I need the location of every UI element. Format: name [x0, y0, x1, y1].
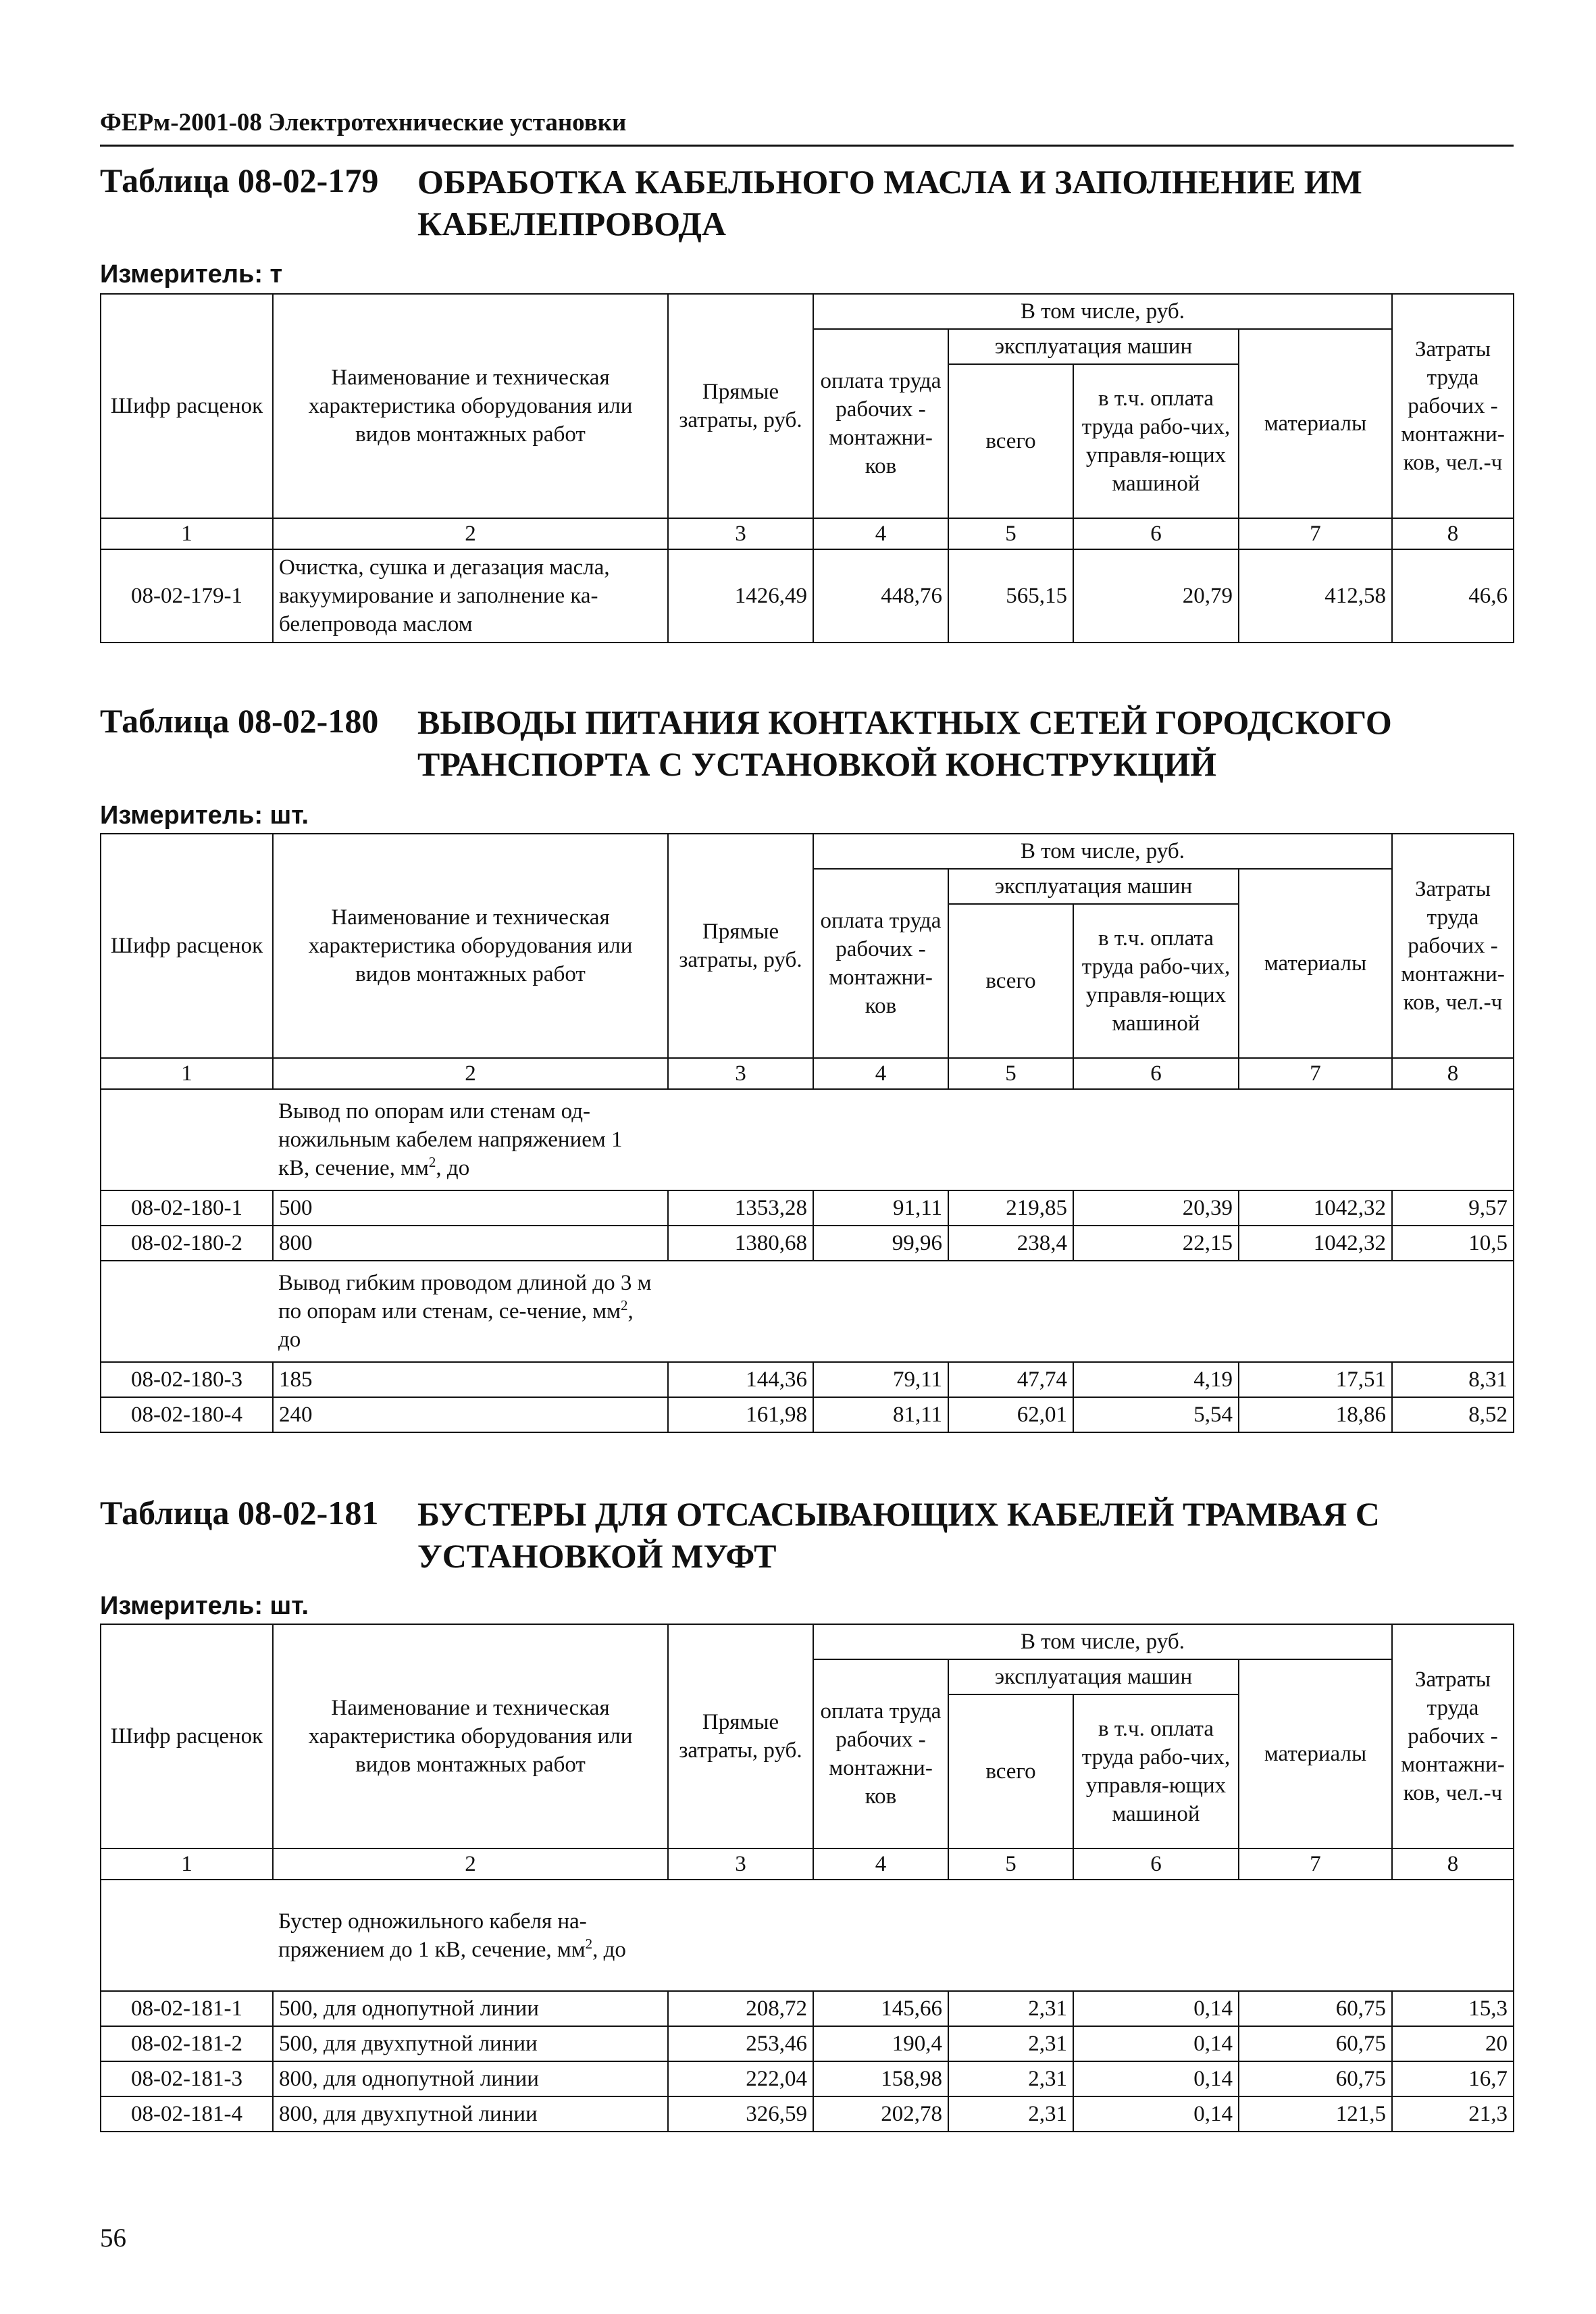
- table-08-02-181: [100, 1624, 1514, 2132]
- group-caption: Вывод гибким проводом длиной до 3 м по опорам или стенам, се-чение, $мм^2$, до: [273, 1261, 1514, 1362]
- row-materials: 1042,32: [1239, 1190, 1392, 1226]
- row-code: 08-02-181-1: [101, 1991, 273, 2026]
- col-header-code: Шифр расценок: [101, 834, 273, 1058]
- row-name: 240: [273, 1397, 668, 1432]
- table-number: Таблица 08-02-181: [100, 1494, 379, 1532]
- table-number: Таблица 08-02-180: [100, 702, 379, 740]
- row-machines-total: 565,15: [948, 549, 1073, 643]
- col-header-machines: эксплуатация машин: [948, 329, 1239, 364]
- table-08-02-180: [100, 833, 1514, 1433]
- row-machines-total: 62,01: [948, 1397, 1073, 1432]
- group-row: [101, 1089, 1514, 1190]
- row-labor-pay: 145,66: [813, 1991, 948, 2026]
- row-code: 08-02-180-1: [101, 1190, 273, 1226]
- col-header-name: Наименование и техническая характеристика оборудования или видов монтажных работ: [273, 834, 668, 1058]
- row-labor-hours: 21,3: [1392, 2096, 1514, 2132]
- col-header-machines-total: всего: [948, 1694, 1073, 1848]
- col-number: 7: [1239, 1058, 1392, 1089]
- col-number: 4: [813, 1058, 948, 1089]
- table-row: [101, 1226, 1514, 1261]
- col-number: 1: [101, 1058, 273, 1089]
- group-spacer: [101, 1089, 273, 1190]
- row-materials: 121,5: [1239, 2096, 1392, 2132]
- row-labor-pay: 202,78: [813, 2096, 948, 2132]
- row-name: 500, для двухпутной линии: [273, 2026, 668, 2061]
- table-unit: Измеритель: шт.: [100, 801, 309, 830]
- row-name: 500, для однопутной линии: [273, 1991, 668, 2026]
- col-header-labor-pay: оплата труда рабочих - монтажни-ков: [813, 1659, 948, 1848]
- row-code: 08-02-181-3: [101, 2061, 273, 2096]
- row-machines-total: 238,4: [948, 1226, 1073, 1261]
- row-labor-pay: 91,11: [813, 1190, 948, 1226]
- row-operator-pay: 0,14: [1073, 2061, 1239, 2096]
- row-operator-pay: 0,14: [1073, 2026, 1239, 2061]
- row-labor-hours: 8,52: [1392, 1397, 1514, 1432]
- table-row: [101, 2061, 1514, 2096]
- row-direct: 326,59: [668, 2096, 813, 2132]
- col-header-labor-hours: Затраты труда рабочих - монтажни-ков, чел.-ч: [1392, 294, 1514, 518]
- col-header-materials: материалы: [1239, 1659, 1392, 1848]
- row-direct: 253,46: [668, 2026, 813, 2061]
- table-row: [101, 549, 1514, 643]
- col-header-direct: Прямые затраты, руб.: [668, 834, 813, 1058]
- group-caption: Бустер одножильного кабеля на-пряжением до 1 кВ, сечение, $мм^2$, до: [273, 1880, 1514, 1991]
- table-row: [101, 1362, 1514, 1397]
- row-labor-pay: 158,98: [813, 2061, 948, 2096]
- table-unit: Измеритель: т: [100, 260, 283, 288]
- row-materials: 412,58: [1239, 549, 1392, 643]
- table-row: [101, 2096, 1514, 2132]
- col-number: 8: [1392, 1848, 1514, 1880]
- col-header-code: Шифр расценок: [101, 1624, 273, 1848]
- col-header-machines: эксплуатация машин: [948, 1659, 1239, 1694]
- col-header-labor-pay: оплата труда рабочих - монтажни-ков: [813, 869, 948, 1058]
- row-code: 08-02-180-2: [101, 1226, 273, 1261]
- col-number: 1: [101, 518, 273, 549]
- row-labor-pay: 79,11: [813, 1362, 948, 1397]
- row-labor-hours: 8,31: [1392, 1362, 1514, 1397]
- page-number: 56: [100, 2223, 126, 2253]
- row-code: 08-02-179-1: [101, 549, 273, 643]
- col-number: 2: [273, 518, 668, 549]
- row-machines-total: 47,74: [948, 1362, 1073, 1397]
- col-header-operator-pay: в т.ч. оплата труда рабо-чих, управля-ющих машиной: [1073, 364, 1239, 518]
- table-row: [101, 2026, 1514, 2061]
- table-number: Таблица 08-02-179: [100, 161, 379, 199]
- col-header-machines-total: всего: [948, 364, 1073, 518]
- row-labor-hours: 16,7: [1392, 2061, 1514, 2096]
- col-header-including: В том числе, руб.: [813, 294, 1392, 329]
- row-machines-total: 2,31: [948, 2061, 1073, 2096]
- table-title: БУСТЕРЫ ДЛЯ ОТСАСЫВАЮЩИХ КАБЕЛЕЙ ТРАМВАЯ С УСТАНОВКОЙ МУФТ: [417, 1495, 1380, 1575]
- col-header-direct: Прямые затраты, руб.: [668, 294, 813, 518]
- row-code: 08-02-181-2: [101, 2026, 273, 2061]
- row-labor-pay: 81,11: [813, 1397, 948, 1432]
- row-machines-total: 219,85: [948, 1190, 1073, 1226]
- row-materials: 1042,32: [1239, 1226, 1392, 1261]
- col-number: 6: [1073, 1848, 1239, 1880]
- group-row: [101, 1261, 1514, 1362]
- row-direct: 144,36: [668, 1362, 813, 1397]
- col-number: 3: [668, 1848, 813, 1880]
- row-materials: 60,75: [1239, 2061, 1392, 2096]
- col-header-materials: материалы: [1239, 869, 1392, 1058]
- col-number: 8: [1392, 518, 1514, 549]
- row-code: 08-02-180-3: [101, 1362, 273, 1397]
- row-direct: 1353,28: [668, 1190, 813, 1226]
- row-name: Очистка, сушка и дегазация масла, вакуумирование и заполнение ка-белепровода маслом: [273, 549, 668, 643]
- table-title: ВЫВОДЫ ПИТАНИЯ КОНТАКТНЫХ СЕТЕЙ ГОРОДСКОГО ТРАНСПОРТА С УСТАНОВКОЙ КОНСТРУКЦИЙ: [417, 703, 1392, 783]
- group-spacer: [101, 1261, 273, 1362]
- row-materials: 60,75: [1239, 2026, 1392, 2061]
- row-operator-pay: 0,14: [1073, 2096, 1239, 2132]
- row-labor-hours: 15,3: [1392, 1991, 1514, 2026]
- row-name: 800, для двухпутной линии: [273, 2096, 668, 2132]
- row-materials: 17,51: [1239, 1362, 1392, 1397]
- col-header-name: Наименование и техническая характеристика оборудования или видов монтажных работ: [273, 294, 668, 518]
- col-header-operator-pay: в т.ч. оплата труда рабо-чих, управля-ющих машиной: [1073, 904, 1239, 1058]
- table-row: [101, 1991, 1514, 2026]
- row-labor-hours: 9,57: [1392, 1190, 1514, 1226]
- row-name: 800: [273, 1226, 668, 1261]
- table-unit: Измеритель: шт.: [100, 1592, 309, 1620]
- row-operator-pay: 20,39: [1073, 1190, 1239, 1226]
- row-labor-pay: 190,4: [813, 2026, 948, 2061]
- row-direct: 208,72: [668, 1991, 813, 2026]
- col-header-direct: Прямые затраты, руб.: [668, 1624, 813, 1848]
- col-number: 4: [813, 1848, 948, 1880]
- col-number: 4: [813, 518, 948, 549]
- row-name: 185: [273, 1362, 668, 1397]
- row-labor-pay: 448,76: [813, 549, 948, 643]
- row-operator-pay: 20,79: [1073, 549, 1239, 643]
- row-machines-total: 2,31: [948, 2026, 1073, 2061]
- group-caption: Вывод по опорам или стенам од-ножильным кабелем напряжением 1 кВ, сечение, $мм^2$, до: [273, 1089, 1514, 1190]
- col-header-operator-pay: в т.ч. оплата труда рабо-чих, управля-ющих машиной: [1073, 1694, 1239, 1848]
- col-number: 6: [1073, 518, 1239, 549]
- header-rule: [100, 145, 1514, 147]
- col-number: 5: [948, 1848, 1073, 1880]
- row-name: 500: [273, 1190, 668, 1226]
- col-number: 3: [668, 518, 813, 549]
- col-number: 7: [1239, 1848, 1392, 1880]
- col-header-machines: эксплуатация машин: [948, 869, 1239, 904]
- row-labor-hours: 10,5: [1392, 1226, 1514, 1261]
- table-title: ОБРАБОТКА КАБЕЛЬНОГО МАСЛА И ЗАПОЛНЕНИЕ ИМ КАБЕЛЕПРОВОДА: [417, 163, 1362, 243]
- col-header-materials: материалы: [1239, 329, 1392, 518]
- col-number: 1: [101, 1848, 273, 1880]
- col-number: 6: [1073, 1058, 1239, 1089]
- col-header-labor-hours: Затраты труда рабочих - монтажни-ков, чел.-ч: [1392, 1624, 1514, 1848]
- row-labor-pay: 99,96: [813, 1226, 948, 1261]
- col-header-machines-total: всего: [948, 904, 1073, 1058]
- col-number: 3: [668, 1058, 813, 1089]
- row-operator-pay: 5,54: [1073, 1397, 1239, 1432]
- row-machines-total: 2,31: [948, 2096, 1073, 2132]
- col-header-code: Шифр расценок: [101, 294, 273, 518]
- col-number: 8: [1392, 1058, 1514, 1089]
- row-machines-total: 2,31: [948, 1991, 1073, 2026]
- row-direct: 222,04: [668, 2061, 813, 2096]
- row-direct: 161,98: [668, 1397, 813, 1432]
- row-code: 08-02-180-4: [101, 1397, 273, 1432]
- col-number: 7: [1239, 518, 1392, 549]
- row-operator-pay: 22,15: [1073, 1226, 1239, 1261]
- col-header-name: Наименование и техническая характеристика оборудования или видов монтажных работ: [273, 1624, 668, 1848]
- col-number: 5: [948, 518, 1073, 549]
- col-number: 5: [948, 1058, 1073, 1089]
- row-materials: 18,86: [1239, 1397, 1392, 1432]
- col-number: 2: [273, 1848, 668, 1880]
- running-header: ФЕРм-2001-08 Электротехнические установки: [100, 109, 627, 136]
- table-row: [101, 1190, 1514, 1226]
- col-header-including: В том числе, руб.: [813, 1624, 1392, 1659]
- col-header-labor-hours: Затраты труда рабочих - монтажни-ков, чел.-ч: [1392, 834, 1514, 1058]
- row-labor-hours: 46,6: [1392, 549, 1514, 643]
- col-header-labor-pay: оплата труда рабочих - монтажни-ков: [813, 329, 948, 518]
- table-row: [101, 1397, 1514, 1432]
- row-direct: 1426,49: [668, 549, 813, 643]
- row-operator-pay: 0,14: [1073, 1991, 1239, 2026]
- row-code: 08-02-181-4: [101, 2096, 273, 2132]
- row-labor-hours: 20: [1392, 2026, 1514, 2061]
- table-08-02-179: [100, 293, 1514, 643]
- row-materials: 60,75: [1239, 1991, 1392, 2026]
- group-spacer: [101, 1880, 273, 1991]
- group-row: [101, 1880, 1514, 1991]
- row-operator-pay: 4,19: [1073, 1362, 1239, 1397]
- col-number: 2: [273, 1058, 668, 1089]
- row-direct: 1380,68: [668, 1226, 813, 1261]
- col-header-including: В том числе, руб.: [813, 834, 1392, 869]
- row-name: 800, для однопутной линии: [273, 2061, 668, 2096]
